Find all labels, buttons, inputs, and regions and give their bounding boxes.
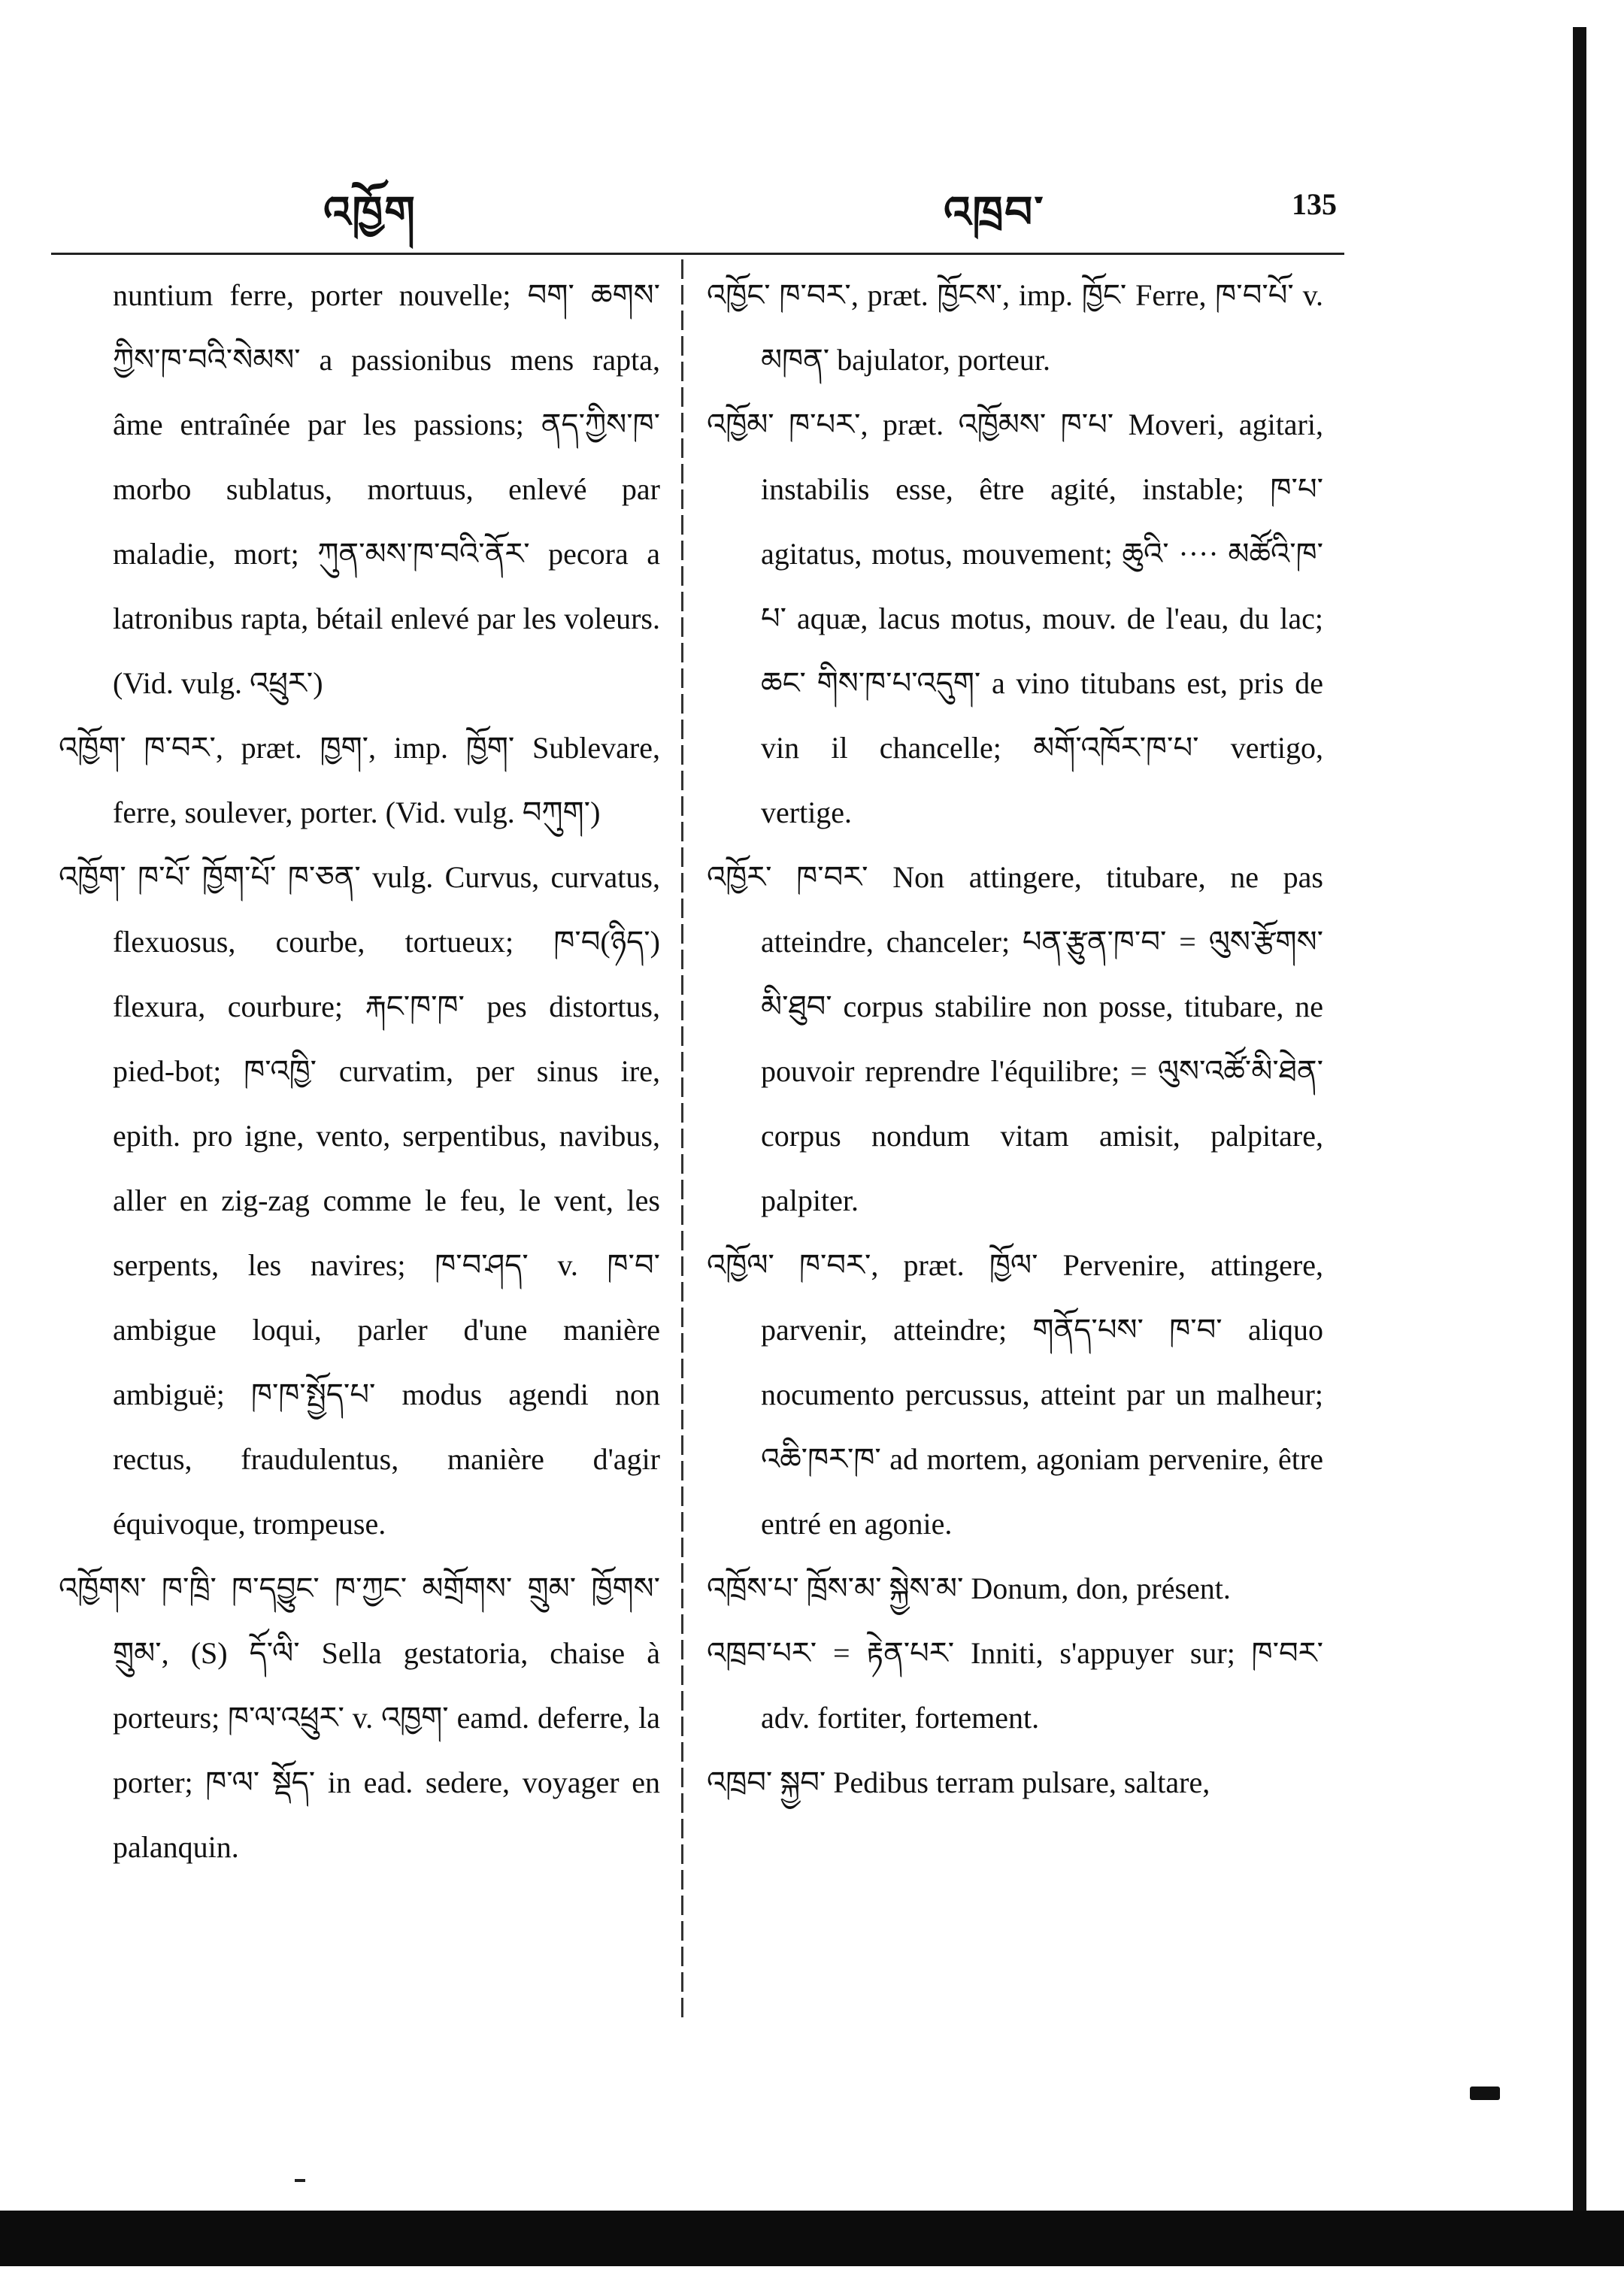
right-column: [707, 263, 1323, 1815]
right-running-head: འཁྲབ་: [944, 186, 1045, 238]
ink-smudge: [1470, 2087, 1500, 2100]
entry: འཁྲོས་པ་ ཁྲོས་མ་ སྐྱེས་མ་ Donum, don, présent.: [707, 1571, 1231, 1605]
entry: འཁྱོམ་ ཁ་པར་, præt. འཁྱོམས་ ཁ་པ་ Moveri, agitari, instabilis esse, être agité, instable; ཁ་པ་ agitatus, motus, mouvement; ཆུའི་ ···· མཚོའི་ཁ་པ་ aquæ, lacus motus, mouv. de l'eau, du lac; ཆང་ གིས་ཁ་པ་འདུག་ a vino titubans est, pris de vin il chancelle; མགོ་འཁོར་ཁ་པ་ vertigo, vertige.: [707, 408, 1323, 829]
entry: འཁྱོལ་ ཁ་བར་, præt. ཁྱོལ་ Pervenire, attingere, parvenir, atteindre; གནོད་པས་ ཁ་བ་ aliquo nocumento percussus, atteint par un malheur; འཆི་ཁར་ཁ་ ad mortem, agoniam pervenire, être entré en agonie.: [707, 1248, 1323, 1541]
entry: འཁྱོང་ ཁ་བར་, præt. ཁྱོངས་, imp. ཁྱོང་ Ferre, ཁ་བ་པོ་ v. མཁན་ bajulator, porteur.: [707, 278, 1323, 377]
column-divider: [681, 259, 683, 2023]
header-rule: [51, 253, 1344, 255]
entry: འཁྲབ་ སྐྱབ་ Pedibus terram pulsare, saltare,: [707, 1765, 1210, 1799]
page-number: 135: [1292, 187, 1337, 221]
page-edge-shadow: [1573, 27, 1586, 2211]
entry: འཁྱོག་ ཁ་པོ་ ཁྱོག་པོ་ ཁ་ཅན་ vulg. Curvus, curvatus, flexuosus, courbe, tortueux; ཁ་བ(ཉིད་) flexura, courbure; རྐང་ཁ་ཁ་ pes distortus, pied-bot; ཁ་འཁྱི་ curvatim, per sinus ire, epith. pro igne, vento, serpentibus, navibus, aller en zig-zag comme le feu, le vent, les serpents, les navires; ཁ་བ་ཤད་ v. ཁ་བ་ ambigue loqui, parler d'une manière ambiguë; ཁ་ཁ་སྤྱོད་པ་ modus agendi non rectus, fraudulentus, manière d'agir équivoque, trompeuse.: [59, 860, 660, 1541]
entry: འཁྱོགས་ ཁ་ཁྲི་ ཁ་དབྱུང་ ཁ་ཀྱང་ མགྲོགས་ གྲུམ་ ཁྱོགས་ གྲུམ་, (S) དོ་ལི་ Sella gestatoria, chaise à porteurs; ཁ་ལ་འཕྲུར་ v. འཁྱག་ eamd. deferre, la porter; ཁ་ལ་ སྡོད་ in ead. sedere, voyager en palanquin.: [59, 1571, 660, 1864]
left-column: [59, 263, 660, 1880]
entry: འཁྱོར་ ཁ་བར་ Non attingere, titubare, ne pas atteindre, chanceler; པན་རྩུན་ཁ་བ་ = ལུས་རྩོགས་མི་ཐུབ་ corpus stabilire non posse, titubare, ne pouvoir reprendre l'équilibre; = ལུས་འཚོ་མི་ཐེན་ corpus nondum vitam amisit, palpitare, palpiter.: [707, 860, 1323, 1217]
entry: འཁྲབ་པར་ = རྟེན་པར་ Inniti, s'appuyer sur; ཁ་བར་ adv. fortiter, fortement.: [707, 1636, 1323, 1735]
entry: འཁྱོག་ ཁ་བར་, præt. ཁྱག་, imp. ཁྱོག་ Sublevare, ferre, soulever, porter. (Vid. vulg. བཀུག་): [59, 731, 660, 829]
scan-bottom-border: [0, 2211, 1624, 2266]
entry: nuntium ferre, porter nouvelle; བག་ ཆགས་ཀྱིས་ཁ་བའི་སེམས་ a passionibus mens rapta, âme entraînée par les passions; ནད་ཀྱིས་ཁ་ morbo sublatus, mortuus, enlevé par maladie, mort; ཀུན་མས་ཁ་བའི་ནོར་ pecora a latronibus rapta, bétail enlevé par les voleurs. (Vid. vulg. འཕྲུར་): [113, 278, 660, 700]
left-running-head: འཁྱོག: [323, 186, 417, 238]
ink-speck: [295, 2179, 305, 2182]
